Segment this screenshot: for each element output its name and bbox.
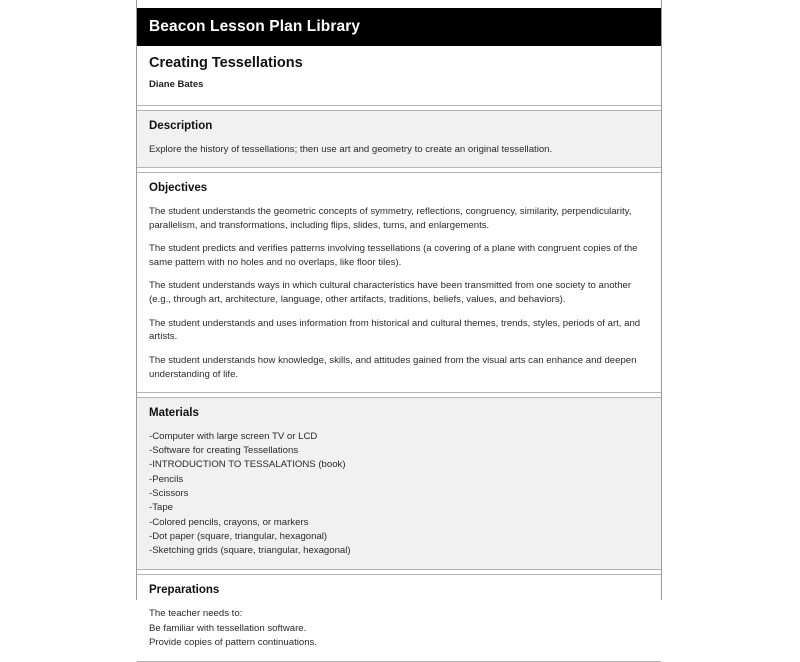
section-heading-description: Description [149, 119, 213, 132]
objective-paragraph: The student understands and uses information from historical and cultural themes, trends, styles, periods of art, and artists. [149, 317, 641, 343]
site-banner [137, 8, 661, 46]
material-item: -Computer with large screen TV or LCD [149, 430, 318, 442]
objective-paragraph: The student understands the geometric concepts of symmetry, reflections, congruency, similarity, perpendicularity, parallelism, and transformations, including flips, slides, turns, and enlargements. [149, 206, 632, 231]
section-description [137, 110, 661, 168]
description-text: Explore the history of tessellations; then use art and geometry to create an original tessellation. [149, 143, 553, 155]
section-objectives [137, 172, 661, 393]
lesson-title: Creating Tessellations [149, 55, 303, 72]
section-heading-preparations: Preparations [149, 584, 220, 597]
top-spacer [137, 0, 661, 8]
preparation-line: The teacher needs to: [149, 608, 243, 620]
material-item: -Tape [149, 502, 173, 514]
section-heading-objectives: Objectives [149, 182, 208, 195]
objective-paragraph: The student understands ways in which cultural characteristics have been transmitted from one society to another (e.g., through art, architecture, language, other artifacts, traditions, beliefs, values, and behaviors). [149, 280, 632, 306]
lesson-plan-document [136, 0, 662, 648]
section-materials [137, 397, 661, 570]
material-item: -Colored pencils, crayons, or markers [149, 516, 309, 528]
lesson-author: Diane Bates [149, 79, 204, 91]
preparation-line: Be familiar with tessellation software. [149, 622, 307, 634]
site-title: Beacon Lesson Plan Library [149, 18, 361, 35]
section-heading-materials: Materials [149, 407, 199, 420]
preparation-line: Provide copies of pattern continuations. [149, 636, 317, 648]
objective-paragraph: The student predicts and verifies patterns involving tessellations (a covering of a plane with congruent copies of the same pattern with no holes and no overlaps, like floor tiles). [149, 243, 638, 268]
lesson-title-block [137, 46, 661, 106]
material-item: -Pencils [149, 473, 184, 485]
material-item: -Sketching grids (square, triangular, hexagonal) [149, 545, 351, 557]
section-preparations [137, 574, 661, 662]
material-item: -INTRODUCTION TO TESSALATIONS (book) [149, 459, 346, 471]
objective-paragraph: The student understands how knowledge, skills, and attitudes gained from the visual arts can enhance and deepen understanding of life. [149, 354, 637, 380]
material-item: -Software for creating Tessellations [149, 445, 299, 457]
material-item: -Scissors [149, 488, 189, 500]
material-item: -Dot paper (square, triangular, hexagonal) [149, 530, 328, 542]
